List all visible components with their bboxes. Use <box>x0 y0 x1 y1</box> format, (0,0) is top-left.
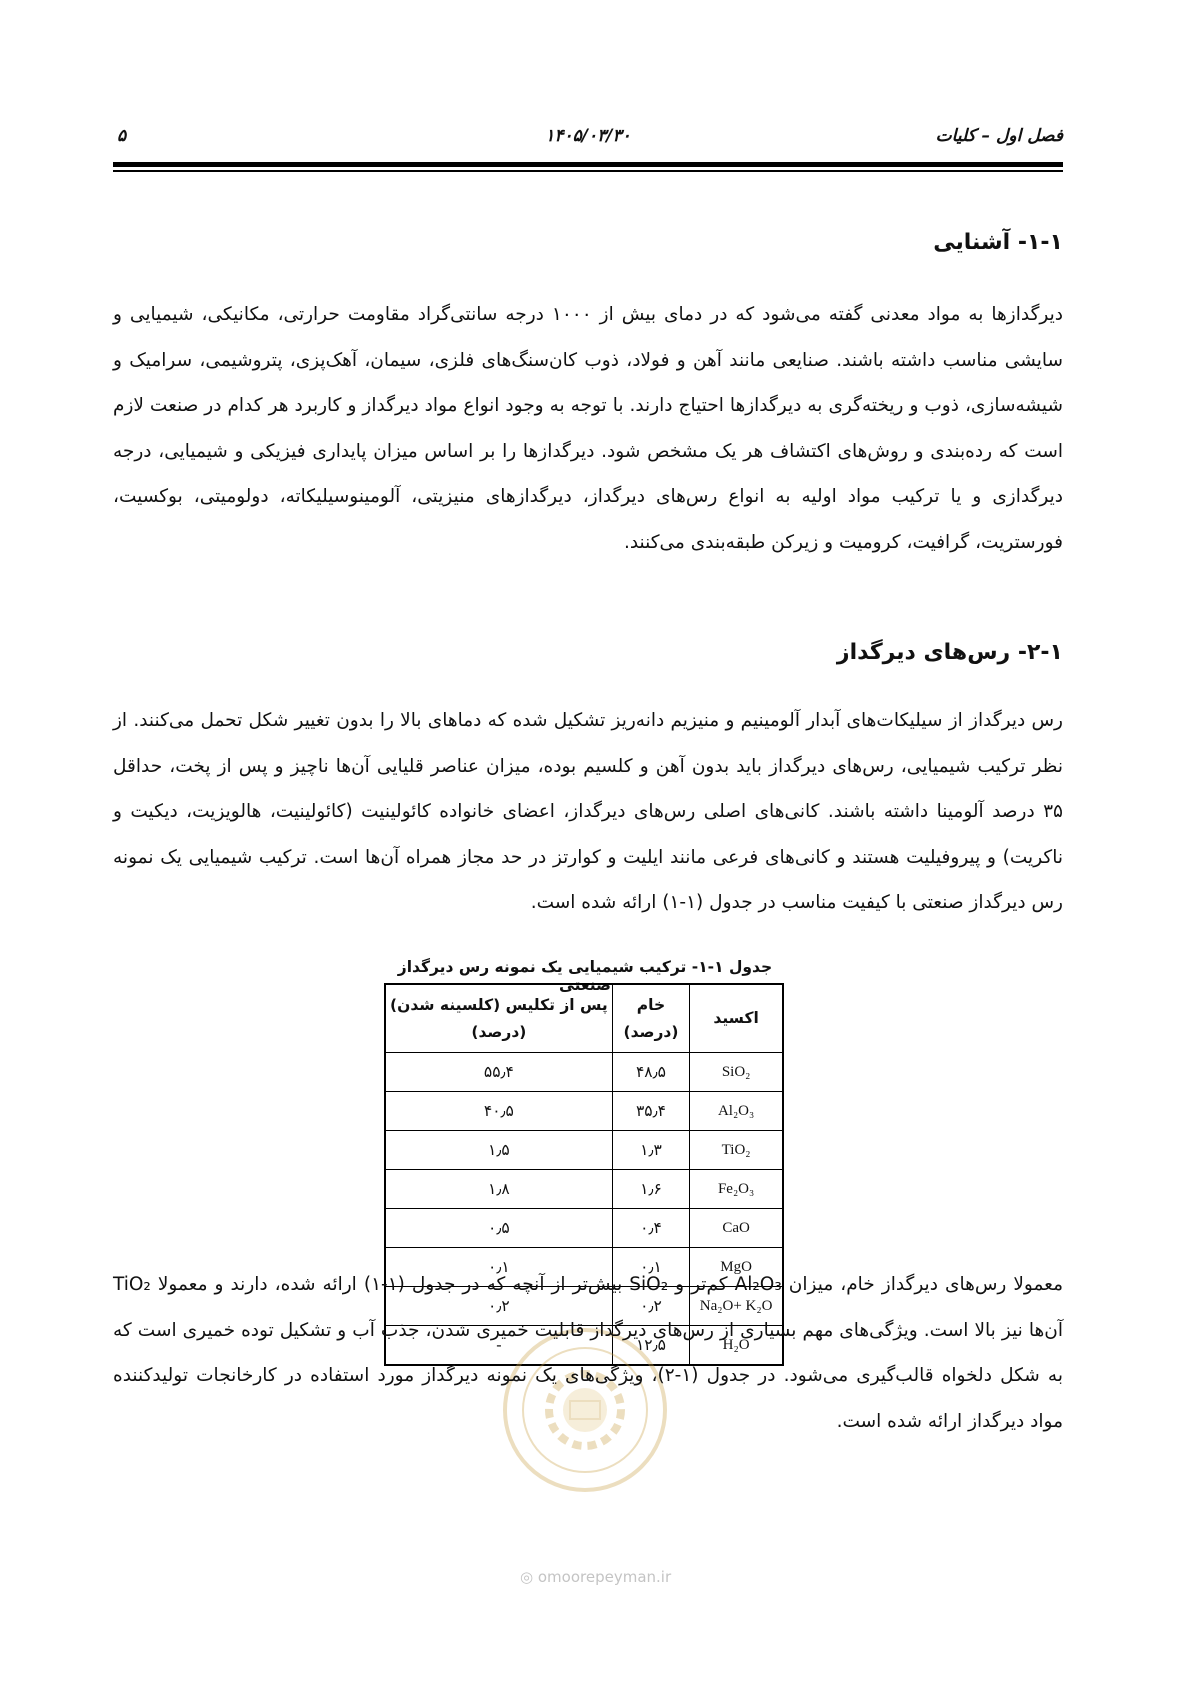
page-header <box>113 126 1063 156</box>
table-row <box>385 1131 783 1170</box>
cell-oxide: Fe₂O₃ <box>690 1170 783 1209</box>
header-rule-thick <box>113 162 1063 167</box>
cell-calcined: ۱٫۸ <box>385 1170 612 1209</box>
cell-oxide: Al₂O₃ <box>690 1092 783 1131</box>
cell-raw: ۰٫۴ <box>612 1209 689 1248</box>
page-number: ۵ <box>117 126 127 146</box>
table-row <box>385 1053 783 1092</box>
table-caption: جدول ۱-۱- ترکیب شیمیایی یک نمونه رس دیرگداز صنعتی <box>397 958 773 994</box>
cell-raw: ۰٫۲ <box>612 1287 689 1326</box>
header-oxide: اکسید <box>690 984 783 1053</box>
cell-raw: ۰٫۱ <box>612 1248 689 1287</box>
table-header-row <box>385 984 783 1053</box>
cell-calcined: ۱٫۵ <box>385 1131 612 1170</box>
cell-oxide: Na₂O+ K₂O <box>690 1287 783 1326</box>
cell-oxide: H₂O <box>690 1326 783 1366</box>
table-row <box>385 1170 783 1209</box>
cell-oxide: TiO₂ <box>690 1131 783 1170</box>
watermark-globe-icon: ◎ <box>520 1568 534 1586</box>
header-rule-thin <box>113 170 1063 172</box>
cell-oxide: MgO <box>690 1248 783 1287</box>
watermark-text: omoorepeyman.ir <box>537 1568 672 1586</box>
cell-raw: ۱٫۳ <box>612 1131 689 1170</box>
section-heading-refractory-clays: ۲-۱- رس‌های دیرگداز <box>836 640 1063 665</box>
cell-calcined: ۰٫۲ <box>385 1287 612 1326</box>
header-date: ۱۴۰۵/۰۳/۳۰ <box>545 126 631 146</box>
cell-oxide: CaO <box>690 1209 783 1248</box>
cell-oxide: SiO₂ <box>690 1053 783 1092</box>
header-calcined: پس از تکلیس (کلسینه شدن) (درصد) <box>385 984 612 1053</box>
cell-calcined: ۰٫۱ <box>385 1248 612 1287</box>
table-row <box>385 1209 783 1248</box>
section-body-refractory-clays: رس دیرگداز از سیلیکات‌های آبدار آلومینیم و منیزیم دانه‌ریز تشکیل شده که دماهای بالا را بدون تغییر شکل تحمل می‌کنند. از نظر ترکیب شیمیایی، رس‌های دیرگداز باید بدون آهن و کلسیم بوده، میزان عناصر قلیایی آن‌ها ناچیز و پس از پخت، حداقل ۳۵ درصد آلومینا داشته باشند. کانی‌های اصلی رس‌های دیرگداز، اعضای خانواده کائولینیت (کائولینیت، هالویزیت، دیکیت و ناکریت) و پیروفیلیت هستند و کانی‌های فرعی مانند ایلیت و کوارتز در حد مجاز همراه آن‌ها است. ترکیب شیمیایی یک نمونه رس دیرگداز صنعتی با کیفیت مناسب در جدول (۱-۱) ارائه شده است. <box>113 710 1063 913</box>
cell-calcined: ۴۰٫۵ <box>385 1092 612 1131</box>
cell-calcined: - <box>385 1326 612 1366</box>
cell-raw: ۱۲٫۵ <box>612 1326 689 1366</box>
website-watermark <box>520 1568 671 1586</box>
cell-raw: ۳۵٫۴ <box>612 1092 689 1131</box>
section-heading-introduction: ۱-۱- آشنایی <box>933 230 1063 255</box>
cell-raw: ۱٫۶ <box>612 1170 689 1209</box>
section-body-introduction: دیرگدازها به مواد معدنی گفته می‌شود که در دمای بیش از ۱۰۰۰ درجه سانتی‌گراد مقاومت حرارتی، مکانیکی، شیمیایی و سایشی مناسب داشته باشند. صنایعی مانند آهن و فولاد، ذوب کان‌سنگ‌های فلزی، سیمان، آهک‌پزی، پتروشیمی، سرامیک و شیشه‌سازی، ذوب و ریخته‌گری به دیرگدازها احتیاج دارند. با توجه به وجود انواع مواد دیرگداز و کاربرد هر کدام در صنعت لازم است که رده‌بندی و روش‌های اکتشاف هر یک مشخص شود. دیرگدازها را بر اساس میزان پایداری فیزیکی و شیمیایی، درجه دیرگدازی و یا ترکیب مواد اولیه به انواع رس‌های دیرگداز، دیرگدازهای منیزیتی، آلومینوسیلیکاته، دولومیتی، بوکسیت، فورستریت، گرافیت، کرومیت و زیرکن طبقه‌بندی می‌کنند. <box>113 304 1063 553</box>
cell-raw: ۴۸٫۵ <box>612 1053 689 1092</box>
closing-paragraph: معمولا رس‌های دیرگداز خام، میزان Al₂O₃ کم‌تر و SiO₂ بیش‌تر از آنچه که در جدول (۱-۱) ارائه شده، دارند و معمولا TiO₂ آن‌ها نیز بالا است. ویژگی‌های مهم بسیاری از رس‌های دیرگداز قابلیت خمیری شدن، جذب آب و تشکیل توده خمیری است که به شکل دلخواه قالب‌گیری می‌شود. در جدول (۱-۲)، ویژگی‌های یک نمونه دیرگداز مورد استفاده در کارخانجات تولیدکننده مواد دیرگداز ارائه شده است. <box>113 1274 1063 1432</box>
header-raw: خام (درصد) <box>612 984 689 1053</box>
table-row <box>385 1092 783 1131</box>
cell-calcined: ۰٫۵ <box>385 1209 612 1248</box>
cell-calcined: ۵۵٫۴ <box>385 1053 612 1092</box>
chapter-title: فصل اول – کلیات <box>935 126 1063 146</box>
